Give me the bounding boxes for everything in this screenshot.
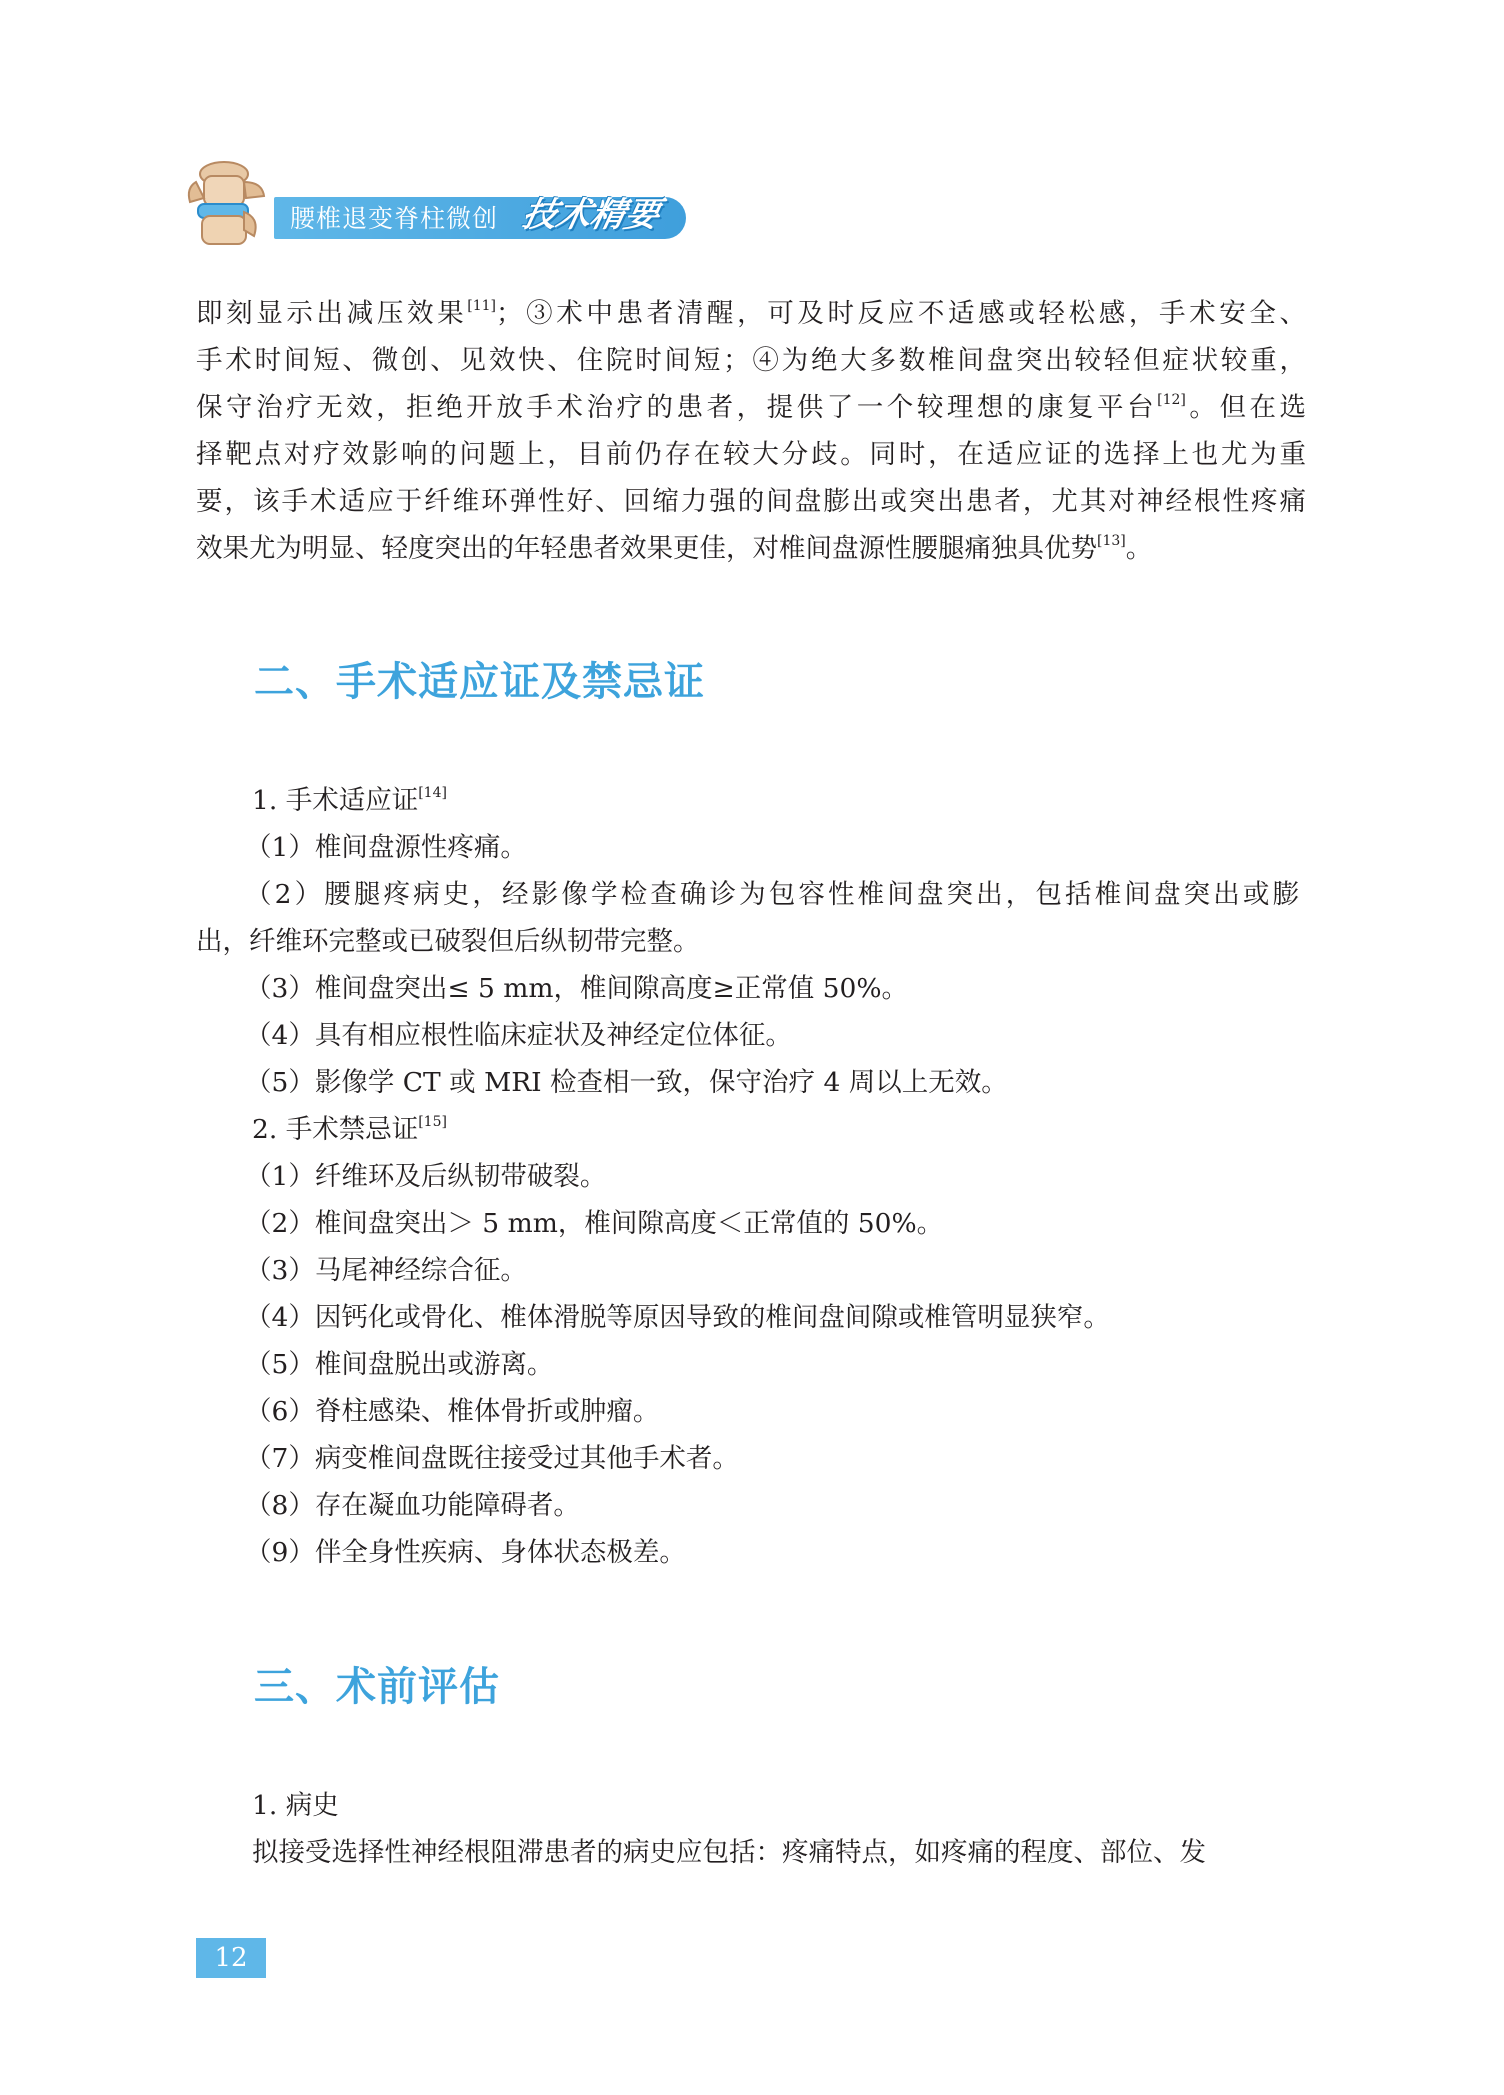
- list-item: （7）病变椎间盘既往接受过其他手术者。: [245, 1443, 739, 1474]
- list-item: （9）伴全身性疾病、身体状态极差。: [245, 1537, 686, 1568]
- spine-vertebra-icon: [178, 152, 278, 252]
- list-item: （2）腰腿疼病史，经影像学检查确诊为包容性椎间盘突出，包括椎间盘突出或膨 出，纤维环完整或已破裂但后纵韧带完整。: [196, 879, 1299, 957]
- list-item: （5）椎间盘脱出或游离。: [245, 1349, 554, 1380]
- list-item: （6）脊柱感染、椎体骨折或肿瘤。: [245, 1396, 660, 1427]
- history-text: 拟接受选择性神经根阻滞患者的病史应包括：疼痛特点，如疼痛的程度、部位、发: [252, 1837, 1206, 1868]
- paragraph-line: 保守治疗无效，拒绝开放手术治疗的患者，提供了一个较理想的康复平台[12]。但在选: [196, 392, 1307, 423]
- paragraph-line: 要，该手术适应于纤维环弹性好、回缩力强的间盘膨出或突出患者，尤其对神经根性疼痛: [196, 486, 1306, 517]
- list-item: （4）因钙化或骨化、椎体滑脱等原因导致的椎间盘间隙或椎管明显狭窄。: [245, 1302, 1110, 1333]
- list-item: （3）椎间盘突出≤ 5 mm，椎间隙高度≥正常值 50%。: [245, 973, 909, 1004]
- book-title-script: 技术精要: [518, 195, 664, 235]
- history-title: 1. 病史: [252, 1790, 339, 1821]
- paragraph-line: 即刻显示出减压效果[11]；③术中患者清醒，可及时反应不适感或轻松感，手术安全、: [196, 298, 1307, 329]
- section-heading-preoperative: 三、术前评估: [254, 1664, 500, 1710]
- list-item: （8）存在凝血功能障碍者。: [245, 1490, 580, 1521]
- list-item: （2）椎间盘突出＞ 5 mm，椎间隙高度＜正常值的 50%。: [245, 1208, 944, 1239]
- contraindications-title: 2. 手术禁忌证[15]: [252, 1114, 447, 1145]
- intro-paragraph: [196, 290, 1306, 572]
- running-header: [178, 152, 698, 252]
- page-number: 12: [196, 1938, 266, 1978]
- book-title: 腰椎退变脊柱微创: [290, 204, 499, 233]
- list-item: （1）纤维环及后纵韧带破裂。: [245, 1161, 607, 1192]
- indications-title: 1. 手术适应证[14]: [252, 785, 447, 816]
- section-heading-indications: 二、手术适应证及禁忌证: [254, 659, 705, 705]
- list-item: （1）椎间盘源性疼痛。: [245, 832, 527, 863]
- list-item: （5）影像学 CT 或 MRI 检查相一致，保守治疗 4 周以上无效。: [245, 1067, 1008, 1098]
- paragraph-line: 择靶点对疗效影响的问题上，目前仍存在较大分歧。同时，在适应证的选择上也尤为重: [196, 439, 1306, 470]
- paragraph-line: 手术时间短、微创、见效快、住院时间短；④为绝大多数椎间盘突出较轻但症状较重，: [196, 345, 1306, 376]
- list-item: （3）马尾神经综合征。: [245, 1255, 527, 1286]
- paragraph-line: 效果尤为明显、轻度突出的年轻患者效果更佳，对椎间盘源性腰腿痛独具优势[13]。: [196, 533, 1153, 564]
- list-item: （4）具有相应根性临床症状及神经定位体征。: [245, 1020, 792, 1051]
